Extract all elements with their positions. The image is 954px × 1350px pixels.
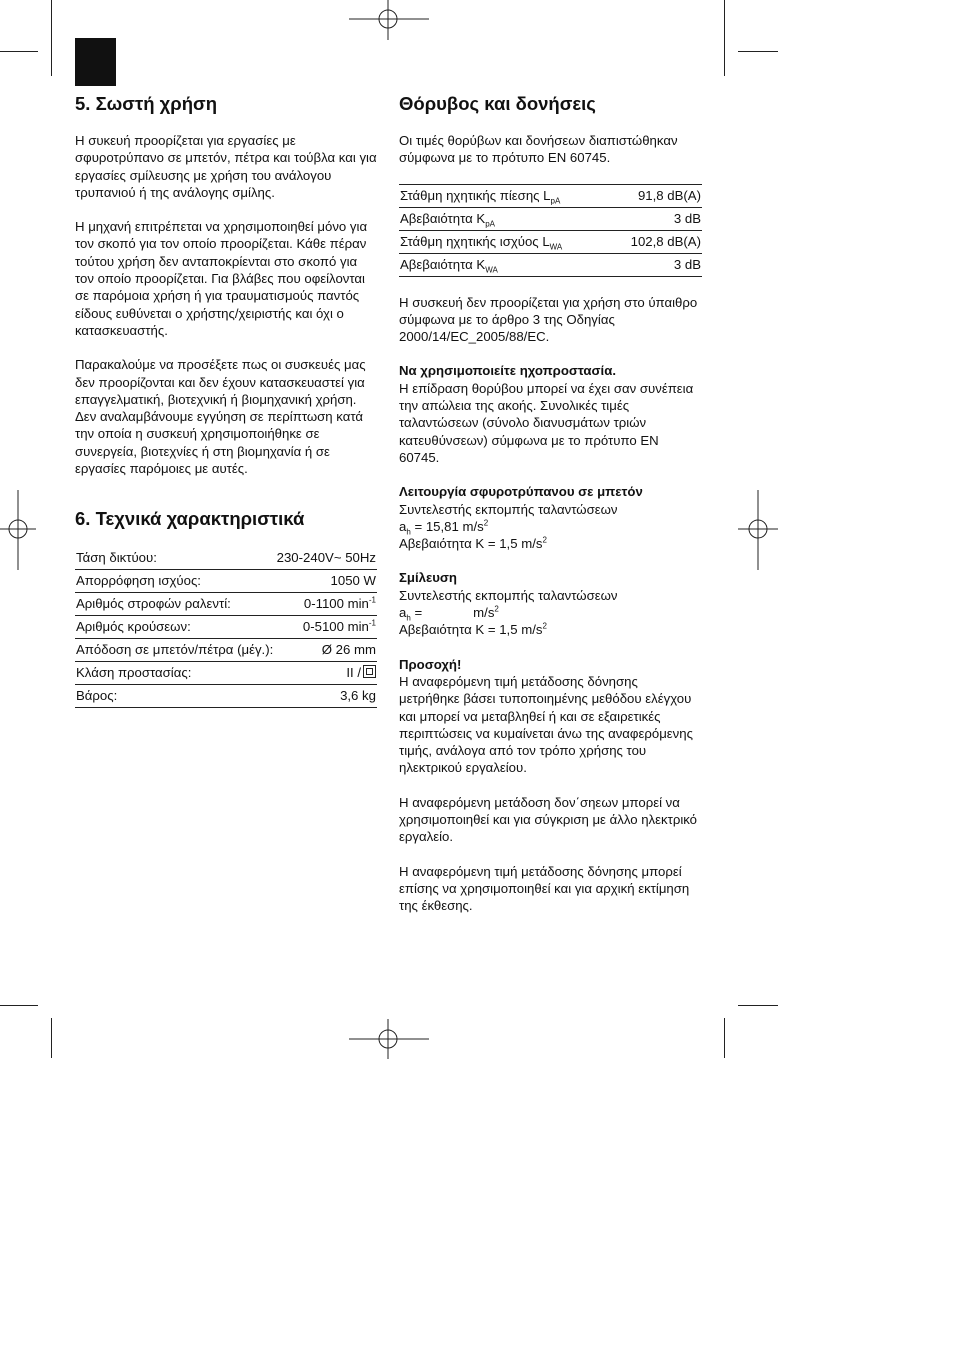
table-row — [399, 184, 702, 207]
noise-value: 3 dB — [609, 253, 702, 276]
ah-subscript: h — [406, 613, 411, 623]
spec-value-cell — [275, 662, 377, 685]
spec-value-cell — [275, 593, 377, 616]
crop-mark-tl-h — [0, 51, 38, 52]
spec-value: 3,6 kg — [275, 685, 377, 708]
k-unit-exponent: 2 — [542, 621, 547, 631]
ah-unit-exponent: 2 — [494, 604, 499, 614]
hammer-drilling-ah — [399, 518, 702, 535]
spec-value-cell — [275, 616, 377, 639]
section-5-paragraph-1: Η συκευή προορίζεται για εργασίες με σφυροτρύπανο σε μπετόν, πέτρα και τούβλα και για εργασίες σμίλευσης με χρήση του ανάλογου τρυπανιού ή της ανάλογης σμίλης. — [75, 133, 377, 200]
table-row — [75, 547, 377, 570]
noise-label-cell — [399, 207, 609, 230]
caution-text: Η αναφερόμενη τιμή μετάδοσης δόνησης μετρήθηκε βάσει τυποποιημένης μεθόδου ελέγχου και μπορεί να μεταβληθεί ή και σε εξαιρετικές περιπτώσεις να κυμαίνεται άνω της αναφερόμενης τιμής, ανάλογα από τον τρόπο χρήσης του ηλεκτρικού εργαλείου. — [399, 673, 693, 776]
chiselling-ah — [399, 604, 702, 621]
spec-value: 0-5100 min — [302, 619, 369, 635]
chiselling-emission-label: Συντελεστής εκπομπής ταλαντώσεων — [399, 587, 618, 603]
noise-label-subscript: pA — [550, 196, 561, 206]
caution-heading: Προσοχή! — [399, 656, 462, 672]
ah-unit: m/s — [473, 605, 495, 621]
spec-value: 0-1100 min — [303, 596, 369, 612]
spec-value: II / — [346, 665, 361, 681]
table-row — [75, 570, 377, 593]
section-5-title: 5. Σωστή χρήση — [75, 93, 218, 114]
noise-label: Αβεβαιότητα K — [400, 210, 486, 226]
noise-label-cell — [399, 253, 609, 276]
spec-value-exponent: -1 — [368, 618, 376, 628]
protection-class-ii-icon — [363, 665, 376, 678]
crop-mark-tr-v — [724, 0, 725, 76]
chiselling-uncertainty — [399, 621, 702, 638]
noise-label-cell — [399, 230, 609, 253]
technical-data-table — [75, 547, 377, 708]
noise-label: Στάθμη ηχητικής ισχύος L — [400, 233, 550, 249]
section-5-paragraph-3: Παρακαλούμε να προσέξετε πως οι συσκευές μας δεν προορίζονται και δεν έχουν κατασκευαστεί για επαγγελματική, βιοτεχνική ή βιομηχανική χρήση. Δεν αναλαμβάνουμε εγγύηση σε περίπτωση κατά την οποία η συσκευή χρησιμοποιήθηκε σε συνεργεία, βιοτεχνίες ή στη βιομηχανία ή σε εργασίες παρόμοιες με αυτές. — [75, 357, 366, 477]
ah-symbol: a — [399, 605, 407, 621]
ah-equals: = — [410, 605, 423, 621]
noise-value: 3 dB — [609, 207, 702, 230]
table-row — [75, 662, 377, 685]
hammer-drilling-emission-label: Συντελεστής εκπομπής ταλαντώσεων — [399, 501, 618, 517]
crop-mark-br-h — [738, 1005, 778, 1006]
noise-label-cell — [399, 184, 609, 207]
k-value: Αβεβαιότητα K = 1,5 m/s — [399, 622, 543, 638]
ah-unit-exponent: 2 — [483, 518, 489, 528]
ah-value: = 15,81 m/s — [410, 518, 484, 534]
section-6-title: 6. Τεχνικά χαρακτηριστικά — [75, 508, 305, 530]
crop-mark-bl-v — [51, 1018, 52, 1058]
registration-mark-bottom-icon — [349, 1019, 429, 1059]
registration-mark-right-icon — [738, 490, 778, 570]
left-column — [75, 92, 377, 708]
noise-label-subscript: WA — [549, 242, 563, 252]
ah-symbol: a — [399, 518, 407, 534]
crop-mark-tl-v — [51, 0, 52, 76]
crop-mark-br-v — [724, 1018, 725, 1058]
table-row — [75, 593, 377, 616]
spec-label: Απόδοση σε μπετόν/πέτρα (μέγ.): — [75, 639, 275, 662]
noise-value: 91,8 dB(A) — [609, 184, 702, 207]
spec-value: Ø 26 mm — [275, 639, 377, 662]
noise-value: 102,8 dB(A) — [609, 230, 702, 253]
k-unit-exponent: 2 — [542, 535, 547, 545]
table-row — [399, 230, 702, 253]
noise-label-subscript: pA — [485, 219, 495, 229]
spec-label: Απορρόφηση ισχύος: — [75, 570, 275, 593]
noise-label: Αβεβαιότητα K — [400, 256, 486, 272]
section-5-paragraph-2: Η μηχανή επιτρέπεται να χρησιμοποιηθεί μόνο για τον σκοπό για τον οποίο προορίζεται. Κάθε πέραν τούτου χρήση δεν ανταποκρίενται στο σκοπό για τον οποίο προορίζεται. Για βλάβες που οφείλονται σε παρόμοια χρήση ή για τραυματισμούς παντός είδους ευθύνεται ο χρήστης/χειριστής και όχι ο κατασκευαστής. — [75, 219, 368, 338]
language-tab-marker — [75, 38, 116, 86]
ah-subscript: h — [406, 527, 411, 537]
spec-value-exponent: -1 — [368, 595, 376, 605]
hammer-drilling-uncertainty — [399, 535, 702, 552]
spec-label: Αριθμός κρούσεων: — [75, 616, 275, 639]
noise-intro: Οι τιμές θορύβων και δονήσεων διαπιστώθηκαν σύμφωνα με το πρότυπο EN 60745. — [399, 133, 678, 166]
registration-mark-top-icon — [349, 0, 429, 40]
table-row — [75, 685, 377, 708]
table-row — [399, 207, 702, 230]
hearing-protection-heading: Να χρησιμοποιείτε ηχοπροστασία. — [399, 363, 616, 379]
spec-label: Κλάση προστασίας: — [75, 662, 275, 685]
hammer-drilling-heading: Λειτουργία σφυροτρύπανου σε μπετόν — [399, 484, 643, 500]
right-column — [399, 92, 702, 915]
noise-label-subscript: WA — [485, 265, 498, 275]
k-value: Αβεβαιότητα K = 1,5 m/s — [399, 536, 543, 552]
table-row — [75, 639, 377, 662]
chiselling-heading: Σμίλευση — [399, 570, 457, 586]
spec-value: 230-240V~ 50Hz — [275, 547, 377, 570]
assessment-text: Η αναφερόμενη τιμή μετάδοσης δόνησης μπορεί επίσης να χρησιμοποιηθεί και για αρχική εκτίμηση της έκθεσης. — [399, 863, 690, 914]
spec-value: 1050 W — [275, 570, 377, 593]
noise-label: Στάθμη ηχητικής πίεσης L — [400, 187, 551, 203]
table-row — [399, 253, 702, 276]
noise-section-title: Θόρυβος και δονήσεις — [399, 93, 596, 114]
hearing-protection-text: Η επίδραση θορύβου μπορεί να έχει σαν συνέπεια την απώλεια της ακοής. Συνολικές τιμές ταλαντώσεων (σύνολο διανυσμάτων τριών κατευθύνσεων) σύμφωνα με το πρότυπο EN 60745. — [399, 380, 694, 465]
spec-label: Βάρος: — [75, 685, 275, 708]
crop-mark-bl-h — [0, 1005, 38, 1006]
spec-label: Τάση δικτύου: — [75, 547, 275, 570]
table-row — [75, 616, 377, 639]
outdoor-use-note: Η συσκευή δεν προορίζεται για χρήση στο ύπαιθρο σύμφωνα με το άρθρο 3 της Οδηγίας 2000/14/EC_2005/88/EC. — [399, 294, 698, 345]
noise-values-table — [399, 184, 702, 277]
crop-mark-tr-h — [738, 51, 778, 52]
comparison-text: Η αναφερόμενη μετάδοση δον΄σηεων μπορεί να χρησιμοποιηθεί και για σύγκριση με άλλο ηλεκτρικό εργαλείο. — [399, 794, 698, 845]
registration-mark-left-icon — [0, 490, 36, 570]
spec-label: Αριθμός στροφών ραλεντί: — [75, 593, 275, 616]
